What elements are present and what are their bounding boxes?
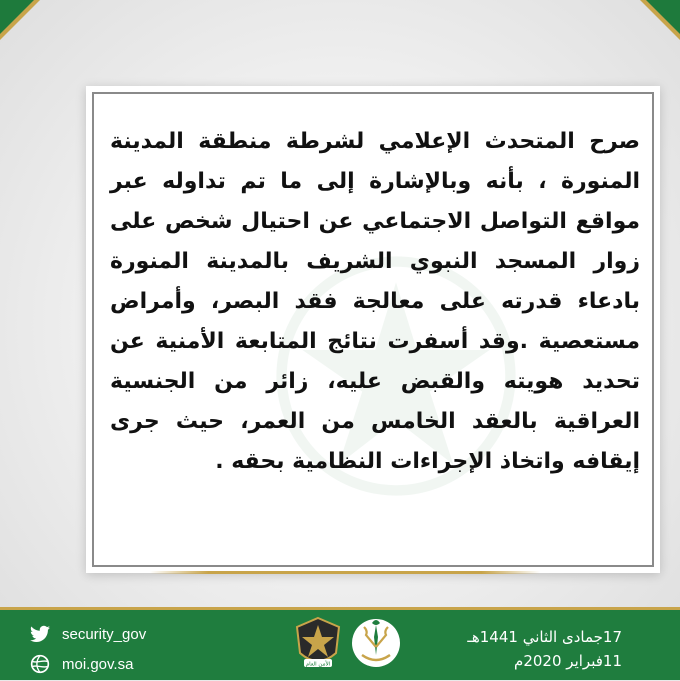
public-security-emblem-icon xyxy=(292,615,344,671)
website-url: moi.gov.sa xyxy=(62,655,134,673)
security-emblem-label: الأمن العام xyxy=(305,661,331,668)
statement-card xyxy=(86,86,660,573)
footer-gold-line xyxy=(0,607,680,610)
corner-accent-green-right xyxy=(646,0,680,34)
footer-bar xyxy=(0,607,680,680)
ministry-of-interior-emblem-icon xyxy=(350,615,402,671)
website-link[interactable] xyxy=(30,651,146,677)
hijri-date: 17جمادى الثاني 1441هـ xyxy=(467,628,622,646)
statement-text: صرح المتحدث الإعلامي لشرطة منطقة المدينة المنورة ، بأنه وبالإشارة إلى ما تم تداوله عبر مواقع التواصل الاجتماعي عن احتيال شخص على زوار المسجد النبوي الشريف بالمدينة المنورة بادعاء قدرته على معالجة فقد البصر، وأمراض مستعصية .وقد أسفرت نتائج المتابعة الأمنية عن تحديد هويته والقبض عليه، زائر من الجنسية العراقية بالعقد الخامس من العمر، حيث جرى إيقافه واتخاذ الإجراءات النظامية بحقه . xyxy=(110,129,640,474)
twitter-icon xyxy=(30,624,50,644)
gold-divider xyxy=(150,571,540,574)
twitter-handle: security_gov xyxy=(62,625,147,643)
social-links xyxy=(30,621,146,681)
corner-accent-green-left xyxy=(0,0,34,34)
globe-icon xyxy=(30,654,50,674)
date-block xyxy=(467,625,622,673)
gregorian-date: 11فبراير 2020م xyxy=(514,652,622,670)
twitter-link[interactable] xyxy=(30,621,146,647)
